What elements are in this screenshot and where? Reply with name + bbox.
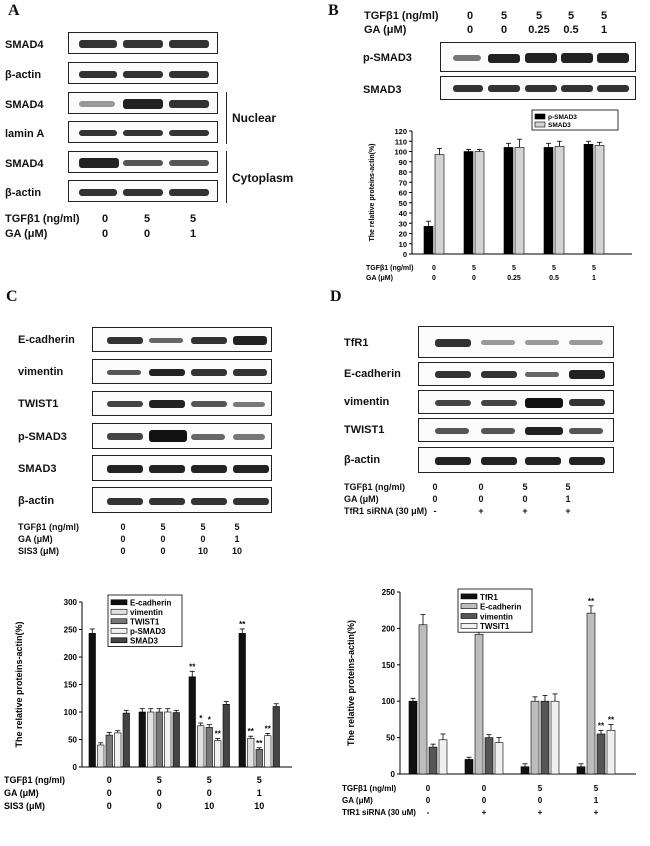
y-tick-label: 80 bbox=[398, 168, 407, 177]
legend-label: p-SMAD3 bbox=[548, 114, 577, 121]
condition-value: 0 bbox=[432, 265, 436, 272]
bar bbox=[435, 155, 444, 254]
condition-value: + bbox=[593, 808, 599, 817]
condition-label: TGFβ1 (ng/ml) bbox=[366, 265, 414, 272]
condition-value: 0.25 bbox=[507, 275, 521, 282]
condition-label: TGFβ1 (ng/ml) bbox=[4, 775, 65, 785]
condition-label: TfR1 siRNA (30 uM) bbox=[342, 808, 416, 817]
bar bbox=[551, 701, 559, 774]
significance-marker: ** bbox=[247, 727, 254, 737]
condition-value: 0 bbox=[432, 275, 436, 282]
bar bbox=[465, 759, 473, 774]
bar bbox=[173, 713, 180, 767]
bar bbox=[439, 740, 447, 774]
panel-label-c: C bbox=[6, 288, 18, 305]
y-tick-label: 60 bbox=[398, 188, 407, 198]
y-axis-label: The relative proteins-actin(%) bbox=[14, 621, 24, 748]
bar bbox=[541, 701, 549, 774]
condition-value: 10 bbox=[197, 546, 208, 556]
condition-value: 0 bbox=[432, 482, 438, 492]
y-axis-label: The relative proteins-actin(%) bbox=[346, 619, 356, 747]
condition-value: 10 bbox=[231, 546, 242, 556]
condition-value: 5 bbox=[472, 265, 476, 272]
condition-label: TGFβ1 (ng/ml) bbox=[342, 784, 397, 793]
y-tick-label: 40 bbox=[398, 209, 407, 218]
y-tick-label: 150 bbox=[381, 660, 395, 670]
condition-value: 1 bbox=[600, 24, 608, 36]
significance-marker: ** bbox=[587, 596, 595, 606]
nuclear-fraction-label: Nuclear bbox=[232, 111, 277, 125]
condition-value: 0 bbox=[160, 534, 166, 544]
condition-value: 0 bbox=[472, 275, 476, 282]
bar bbox=[475, 152, 484, 255]
blot-row-label: TWIST1 bbox=[18, 398, 59, 410]
chart-d bbox=[330, 584, 650, 846]
legend-label: TfR1 bbox=[480, 592, 498, 602]
condition-value: 0 bbox=[206, 788, 212, 798]
condition-value: + bbox=[522, 506, 528, 516]
y-tick-label: 50 bbox=[68, 735, 77, 745]
legend-label: vimentin bbox=[480, 612, 513, 622]
y-tick-label: 70 bbox=[398, 178, 407, 188]
blot-row-label: SMAD4 bbox=[5, 39, 44, 51]
legend-swatch bbox=[111, 628, 127, 633]
condition-label: TGFβ1 (ng/ml) bbox=[364, 10, 439, 22]
condition-label: GA (μM) bbox=[366, 275, 393, 282]
legend-swatch bbox=[111, 609, 127, 614]
panel-label-b: B bbox=[328, 2, 339, 19]
blot-row-label: E-cadherin bbox=[344, 368, 401, 380]
bar bbox=[148, 712, 155, 767]
panel-label-a: A bbox=[8, 2, 20, 19]
condition-label: TGFβ1 (ng/ml) bbox=[344, 482, 405, 492]
condition-value: 5 bbox=[143, 213, 151, 225]
blot-row-label: vimentin bbox=[18, 366, 64, 378]
nuclear-bracket bbox=[226, 92, 227, 144]
bar bbox=[123, 713, 130, 767]
western-blot-strip bbox=[92, 359, 272, 384]
condition-value: 5 bbox=[512, 265, 516, 272]
condition-value: 0 bbox=[120, 534, 126, 544]
bar bbox=[555, 146, 564, 254]
bar bbox=[89, 633, 96, 767]
condition-value: 0 bbox=[156, 788, 162, 798]
significance-marker: ** bbox=[607, 715, 615, 725]
bar bbox=[98, 745, 105, 767]
legend-swatch bbox=[111, 619, 127, 624]
bar bbox=[206, 727, 213, 767]
blot-row-label: E-cadherin bbox=[18, 334, 75, 346]
condition-label: SIS3 (μM) bbox=[4, 801, 46, 811]
y-tick-label: 100 bbox=[394, 147, 407, 157]
condition-value: 0 bbox=[101, 213, 109, 225]
y-tick-label: 200 bbox=[63, 653, 77, 662]
condition-value: 0 bbox=[120, 546, 126, 556]
western-blot-strip bbox=[68, 62, 218, 84]
condition-value: 0 bbox=[106, 801, 112, 811]
condition-value: 0 bbox=[106, 788, 112, 798]
chart-b bbox=[352, 104, 642, 304]
bar bbox=[215, 741, 222, 767]
condition-value: 0.5 bbox=[563, 24, 579, 36]
condition-label: GA (μM) bbox=[342, 796, 373, 805]
blot-row-label: p-SMAD3 bbox=[18, 431, 67, 443]
condition-value: 5 bbox=[256, 775, 262, 785]
bar bbox=[584, 144, 593, 254]
significance-marker: * bbox=[207, 715, 211, 725]
y-axis-label: The relative proteins-actin(%) bbox=[369, 143, 376, 242]
western-blot-strip bbox=[68, 151, 218, 173]
condition-value: 5 bbox=[189, 213, 197, 225]
bar bbox=[504, 147, 513, 254]
western-blot-strip bbox=[92, 327, 272, 352]
bar bbox=[521, 767, 529, 774]
blot-row-label: β-actin bbox=[5, 69, 42, 81]
bar bbox=[577, 767, 585, 774]
significance-marker: ** bbox=[214, 729, 221, 739]
y-tick-label: 90 bbox=[398, 157, 407, 167]
condition-value: 0 bbox=[425, 796, 431, 805]
significance-marker: ** bbox=[256, 738, 263, 748]
legend-swatch bbox=[461, 594, 477, 599]
condition-value: 0 bbox=[425, 784, 431, 793]
y-tick-label: 250 bbox=[63, 625, 77, 635]
condition-value: 5 bbox=[156, 775, 162, 785]
blot-row-label: SMAD3 bbox=[18, 463, 57, 475]
condition-value: 5 bbox=[565, 482, 571, 492]
bar bbox=[587, 613, 595, 774]
significance-marker: ** bbox=[189, 662, 196, 672]
western-blot-strip bbox=[418, 390, 614, 414]
condition-label: GA (μM) bbox=[344, 494, 379, 504]
condition-value: 0 bbox=[478, 482, 484, 492]
blot-row-label: lamin A bbox=[5, 128, 45, 140]
condition-value: 0 bbox=[101, 228, 109, 240]
bar bbox=[106, 735, 113, 767]
bar bbox=[531, 701, 539, 774]
significance-marker: ** bbox=[239, 619, 246, 629]
condition-value: 0 bbox=[143, 228, 151, 240]
legend-label: SMAD3 bbox=[548, 122, 571, 129]
condition-value: 5 bbox=[567, 10, 575, 22]
condition-value: 5 bbox=[552, 265, 556, 272]
condition-value: 5 bbox=[537, 784, 543, 793]
blot-row-label: TfR1 bbox=[344, 337, 369, 349]
y-tick-label: 200 bbox=[381, 624, 395, 634]
blot-row-label: SMAD4 bbox=[5, 158, 44, 170]
condition-value: 5 bbox=[593, 784, 599, 793]
significance-marker: * bbox=[199, 714, 203, 723]
western-blot-strip bbox=[92, 423, 272, 449]
legend-swatch bbox=[461, 623, 477, 628]
western-blot-strip bbox=[68, 32, 218, 54]
condition-value: 0 bbox=[537, 796, 543, 805]
bar bbox=[198, 726, 205, 767]
cytoplasm-fraction-label: Cytoplasm bbox=[232, 171, 294, 185]
bar bbox=[239, 633, 246, 767]
condition-value: 0 bbox=[522, 494, 528, 504]
y-tick-label: 50 bbox=[386, 733, 395, 743]
y-tick-label: 120 bbox=[394, 127, 407, 136]
bar bbox=[223, 704, 230, 767]
condition-value: 0 bbox=[466, 10, 474, 22]
blot-row-label: vimentin bbox=[344, 396, 390, 408]
western-blot-strip bbox=[92, 391, 272, 416]
condition-label: SIS3 (μM) bbox=[18, 546, 60, 556]
blot-row-label: p-SMAD3 bbox=[363, 52, 412, 64]
bar bbox=[485, 738, 493, 774]
blot-row-label: β-actin bbox=[5, 187, 42, 199]
condition-label: GA (μM) bbox=[364, 24, 407, 36]
condition-value: 0.25 bbox=[528, 24, 550, 36]
condition-value: 5 bbox=[200, 522, 206, 532]
bar bbox=[248, 738, 255, 767]
condition-value: 1 bbox=[234, 534, 240, 544]
bar bbox=[265, 736, 272, 767]
y-tick-label: 150 bbox=[63, 680, 77, 690]
blot-row-label: SMAD3 bbox=[363, 84, 402, 96]
condition-label: GA (μM) bbox=[18, 534, 53, 544]
bar bbox=[273, 707, 280, 768]
condition-label: TGFβ1 (ng/ml) bbox=[5, 213, 80, 225]
western-blot-strip bbox=[418, 447, 614, 473]
bar bbox=[597, 734, 605, 774]
condition-value: 5 bbox=[206, 775, 212, 785]
blot-row-label: SMAD4 bbox=[5, 99, 44, 111]
y-tick-label: 0 bbox=[402, 250, 407, 259]
y-tick-label: 250 bbox=[381, 588, 395, 597]
y-tick-label: 300 bbox=[63, 598, 77, 607]
legend-label: TWIST1 bbox=[130, 617, 160, 627]
legend-swatch bbox=[461, 604, 477, 609]
y-tick-label: 0 bbox=[390, 770, 395, 779]
legend-swatch bbox=[535, 114, 545, 119]
condition-value: 1 bbox=[565, 494, 571, 504]
condition-value: 0 bbox=[481, 796, 487, 805]
condition-value: - bbox=[433, 506, 437, 516]
condition-value: + bbox=[565, 506, 571, 516]
condition-label: TfR1 siRNA (30 μM) bbox=[344, 506, 428, 516]
condition-value: 1 bbox=[189, 228, 197, 240]
legend-swatch bbox=[461, 614, 477, 619]
condition-value: 1 bbox=[256, 788, 262, 798]
bar bbox=[464, 152, 473, 255]
y-tick-label: 50 bbox=[398, 198, 407, 208]
blot-row-label: β-actin bbox=[344, 454, 381, 466]
y-tick-label: 100 bbox=[381, 697, 395, 707]
condition-value: 0 bbox=[120, 522, 126, 532]
bar bbox=[544, 147, 553, 254]
western-blot-strip bbox=[68, 121, 218, 143]
legend-label: E-cadherin bbox=[480, 602, 522, 612]
condition-value: 0 bbox=[200, 534, 206, 544]
bar bbox=[165, 712, 172, 767]
western-blot-strip bbox=[440, 76, 636, 100]
condition-value: + bbox=[481, 808, 487, 817]
legend-label: p-SMAD3 bbox=[130, 627, 166, 636]
bar bbox=[189, 677, 196, 767]
condition-value: + bbox=[478, 506, 484, 516]
condition-value: + bbox=[537, 808, 543, 817]
blot-row-label: β-actin bbox=[18, 495, 55, 507]
condition-label: GA (μM) bbox=[5, 228, 48, 240]
condition-value: 0 bbox=[466, 24, 474, 36]
condition-value: 5 bbox=[522, 482, 528, 492]
cytoplasm-bracket bbox=[226, 151, 227, 203]
bar bbox=[424, 226, 433, 254]
condition-value: - bbox=[426, 808, 430, 817]
condition-value: 10 bbox=[204, 801, 215, 811]
condition-value: 5 bbox=[592, 265, 596, 272]
significance-marker: ** bbox=[264, 724, 271, 734]
western-blot-strip bbox=[92, 455, 272, 481]
legend-swatch bbox=[111, 600, 127, 605]
panel-label-d: D bbox=[330, 288, 342, 305]
western-blot-strip bbox=[68, 92, 218, 114]
bar bbox=[156, 712, 163, 767]
legend-label: E-cadherin bbox=[130, 598, 172, 608]
western-blot-strip bbox=[418, 326, 614, 358]
significance-marker: ** bbox=[597, 721, 605, 731]
bar bbox=[495, 743, 503, 774]
y-tick-label: 100 bbox=[63, 708, 77, 717]
y-tick-label: 0 bbox=[72, 763, 77, 772]
condition-value: 0 bbox=[478, 494, 484, 504]
y-tick-label: 30 bbox=[398, 219, 407, 229]
western-blot-strip bbox=[418, 362, 614, 386]
western-blot-strip bbox=[68, 180, 218, 202]
western-blot-strip bbox=[92, 487, 272, 513]
condition-value: 5 bbox=[234, 522, 240, 532]
y-tick-label: 20 bbox=[398, 229, 407, 239]
bar bbox=[139, 712, 146, 767]
condition-value: 5 bbox=[160, 522, 166, 532]
condition-value: 0 bbox=[106, 775, 112, 785]
blot-row-label: TWIST1 bbox=[344, 424, 385, 436]
legend-label: SMAD3 bbox=[130, 636, 159, 646]
bar bbox=[607, 730, 615, 774]
condition-value: 1 bbox=[593, 796, 599, 805]
bar bbox=[475, 634, 483, 774]
y-tick-label: 10 bbox=[398, 239, 407, 249]
bar bbox=[419, 625, 427, 774]
bar bbox=[595, 145, 604, 254]
legend-label: vimentin bbox=[130, 608, 163, 617]
bar bbox=[515, 147, 524, 254]
y-tick-label: 110 bbox=[394, 137, 407, 147]
legend-swatch bbox=[535, 122, 545, 127]
chart-c bbox=[0, 590, 300, 846]
condition-value: 0 bbox=[500, 24, 508, 36]
bar bbox=[429, 747, 437, 774]
condition-value: 5 bbox=[535, 10, 543, 22]
western-blot-strip bbox=[440, 42, 636, 72]
condition-label: TGFβ1 (ng/ml) bbox=[18, 522, 79, 532]
condition-value: 0 bbox=[432, 494, 438, 504]
bar bbox=[409, 701, 417, 774]
condition-label: GA (μM) bbox=[4, 788, 39, 798]
legend-swatch bbox=[111, 638, 127, 643]
condition-value: 0.5 bbox=[549, 275, 559, 282]
western-blot-strip bbox=[418, 418, 614, 442]
condition-value: 5 bbox=[500, 10, 508, 22]
legend-label: TWSIT1 bbox=[480, 622, 510, 632]
condition-value: 1 bbox=[592, 275, 596, 282]
condition-value: 0 bbox=[156, 801, 162, 811]
condition-value: 10 bbox=[254, 801, 265, 811]
bar bbox=[115, 733, 122, 767]
bar bbox=[256, 749, 263, 767]
condition-value: 0 bbox=[481, 784, 487, 793]
condition-value: 0 bbox=[160, 546, 166, 556]
condition-value: 5 bbox=[600, 10, 608, 22]
